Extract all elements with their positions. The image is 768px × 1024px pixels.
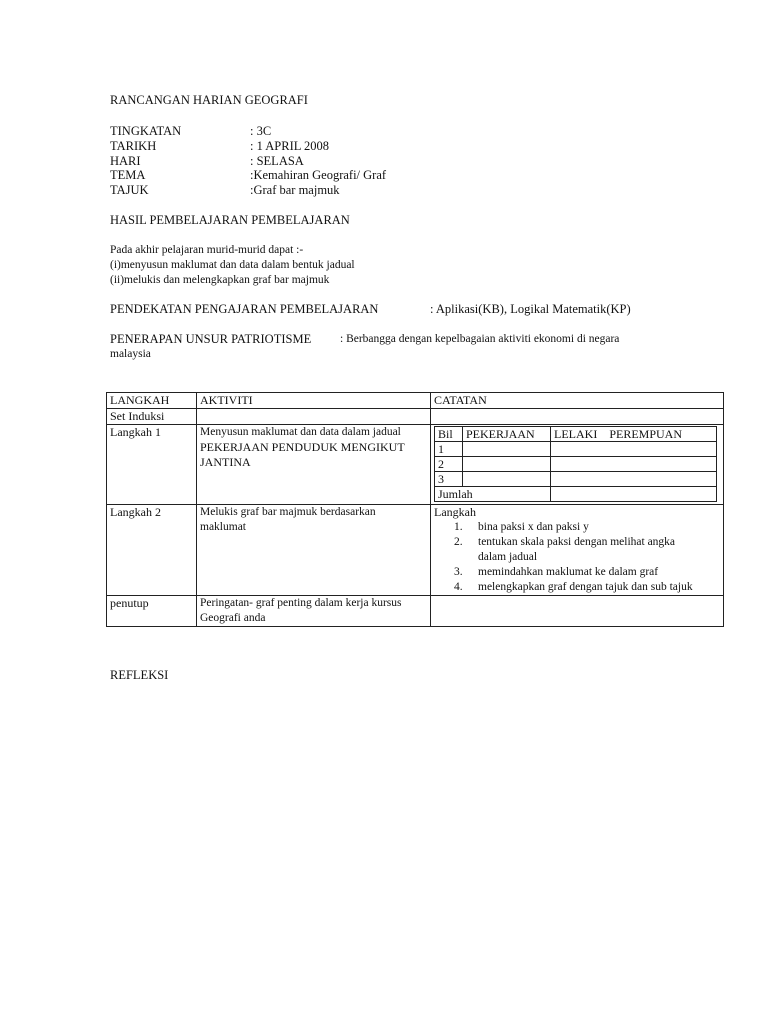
langkah-2-aktiviti: [197, 505, 431, 596]
list-item: [434, 580, 720, 595]
table-row: [435, 457, 717, 472]
pekerjaan-header-bil: Bil: [435, 427, 463, 442]
jantina-cell: [551, 457, 717, 472]
jantina-cell: [551, 472, 717, 487]
langkah-1-aktiviti-line2: PEKERJAAN PENDUDUK MENGIKUT: [200, 440, 405, 454]
info-label-tingkatan: TINGKATAN: [110, 124, 182, 138]
info-value-tema: :Kemahiran Geografi/ Graf: [250, 168, 387, 182]
step-text: bina paksi x dan paksi y: [478, 521, 589, 533]
penutup-aktiviti-line1: Peringatan- graf penting dalam kerja kursus: [200, 597, 402, 609]
pekerjaan-bil-1: 1: [435, 442, 463, 457]
header-langkah: LANGKAH: [107, 393, 197, 409]
penutup-label: penutup: [107, 596, 197, 627]
list-item: [434, 520, 720, 535]
patriotisme-label: PENERAPAN UNSUR PATRIOTISME: [110, 332, 312, 346]
table-row: [435, 442, 717, 457]
step-number: 4.: [454, 581, 463, 593]
lesson-table: [106, 392, 724, 627]
pekerjaan-bil-3: 3: [435, 472, 463, 487]
langkah-1-aktiviti-line1: Menyusun maklumat dan data dalam jadual: [200, 426, 401, 438]
info-label-tarikh: TARIKH: [110, 139, 157, 153]
refleksi-heading: REFLEKSI: [110, 668, 169, 682]
table-row-penutup: [107, 596, 724, 627]
step-number: 3.: [454, 566, 463, 578]
hasil-heading: HASIL PEMBELAJARAN PEMBELAJARAN: [110, 213, 350, 227]
step-number: 2.: [454, 536, 463, 548]
info-value-hari: : SELASA: [250, 154, 304, 168]
list-item: [434, 565, 720, 580]
penutup-aktiviti: [197, 596, 431, 627]
table-row-set-induksi: [107, 409, 724, 425]
info-label-tajuk: TAJUK: [110, 183, 149, 197]
info-value-tarikh: : 1 APRIL 2008: [250, 139, 330, 153]
pekerjaan-cell: [463, 472, 551, 487]
step-text-continuation: dalam jadual: [478, 551, 538, 563]
list-item: [434, 535, 720, 565]
pekerjaan-cell: [463, 442, 551, 457]
step-text: tentukan skala paksi dengan melihat angka: [478, 536, 676, 548]
langkah-2-label: Langkah 2: [107, 505, 197, 596]
langkah-2-catatan: [431, 505, 724, 596]
pekerjaan-table: [434, 426, 717, 502]
pekerjaan-total-row: [435, 487, 717, 502]
table-row: [435, 472, 717, 487]
step-text: melengkapkan graf dengan tajuk dan sub tajuk: [478, 581, 693, 593]
document-title: RANCANGAN HARIAN GEOGRAFI: [110, 93, 308, 107]
langkah-1-aktiviti-line3: JANTINA: [200, 455, 251, 469]
hasil-intro: Pada akhir pelajaran murid-murid dapat :-: [110, 244, 304, 256]
info-label-tema: TEMA: [110, 168, 146, 182]
table-row-langkah-2: [107, 505, 724, 596]
penutup-aktiviti-line2: Geografi anda: [200, 612, 266, 624]
table-header-row: [107, 393, 724, 409]
set-induksi-catatan: [431, 409, 724, 425]
header-aktiviti: AKTIVITI: [197, 393, 431, 409]
pekerjaan-cell: [463, 457, 551, 472]
langkah-1-catatan: [431, 425, 724, 505]
langkah-2-aktiviti-line1: Melukis graf bar majmuk berdasarkan: [200, 506, 376, 518]
pekerjaan-header-row: [435, 427, 717, 442]
step-text: memindahkan maklumat ke dalam graf: [478, 566, 659, 578]
jantina-total-cell: [551, 487, 717, 502]
langkah-2-steps: [434, 520, 720, 595]
info-value-tajuk: :Graf bar majmuk: [250, 183, 340, 197]
hasil-item-1: (i)menyusun maklumat dan data dalam bentuk jadual: [110, 259, 355, 271]
pendekatan-value: : Aplikasi(KB), Logikal Matematik(KP): [430, 302, 631, 316]
pekerjaan-header-jantina: LELAKI PEREMPUAN: [551, 427, 717, 442]
langkah-2-catatan-heading: Langkah: [434, 505, 476, 519]
langkah-2-aktiviti-line2: maklumat: [200, 521, 246, 533]
penutup-catatan: [431, 596, 724, 627]
pendekatan-label: PENDEKATAN PENGAJARAN PEMBELAJARAN: [110, 302, 379, 316]
jantina-cell: [551, 442, 717, 457]
set-induksi-label: Set Induksi: [107, 409, 197, 425]
info-value-tingkatan: : 3C: [250, 124, 272, 138]
step-number: 1.: [454, 521, 463, 533]
pekerjaan-jumlah: Jumlah: [435, 487, 551, 502]
info-label-hari: HARI: [110, 154, 141, 168]
table-row-langkah-1: [107, 425, 724, 505]
langkah-1-label: Langkah 1: [107, 425, 197, 505]
patriotisme-value: : Berbangga dengan kepelbagaian aktiviti ekonomi di negara: [340, 333, 620, 345]
hasil-item-2: (ii)melukis dan melengkapkan graf bar majmuk: [110, 274, 330, 286]
pekerjaan-header-pekerjaan: PEKERJAAN: [463, 427, 551, 442]
header-catatan: CATATAN: [431, 393, 724, 409]
langkah-1-aktiviti: [197, 425, 431, 505]
pekerjaan-bil-2: 2: [435, 457, 463, 472]
set-induksi-aktiviti: [197, 409, 431, 425]
patriotisme-continuation: malaysia: [110, 348, 151, 360]
